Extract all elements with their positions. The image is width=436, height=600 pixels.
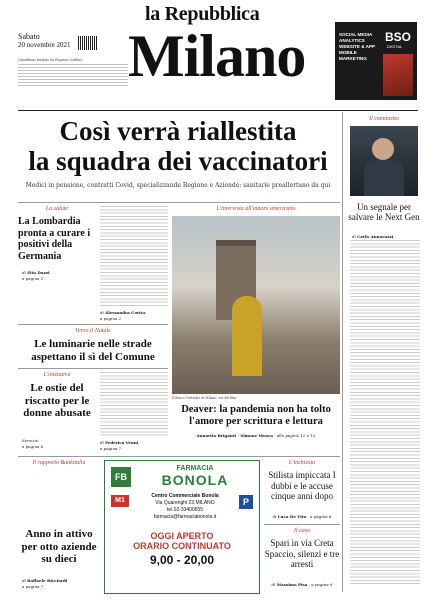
rapporto-page: a pagina 7 <box>22 584 44 589</box>
promo-sub: DIGITAL <box>387 44 403 49</box>
salute-label: La salute <box>45 206 69 212</box>
promo-image <box>383 54 413 96</box>
inchiesta-label: L'iniziativa <box>43 372 71 378</box>
rapporto-title[interactable]: Anno in attivo per otto aziende su dieci <box>21 528 97 565</box>
ad-mall: Centro Commerciale Bonola <box>151 493 219 499</box>
inchiesta-author: Servizio <box>22 438 39 443</box>
pharmacy-ad[interactable] <box>104 460 260 594</box>
natale-label: Verso il Natale <box>75 328 111 334</box>
person-icon <box>232 296 262 376</box>
lead-headline[interactable] <box>18 116 338 176</box>
person-silhouette-icon <box>372 138 394 160</box>
ad-name: BONOLA <box>161 472 229 488</box>
promo-text: SOCIAL MEDIA ANALYTICS WEBSITE & APP MOBILE MARKETING <box>339 32 375 61</box>
commento-label: Il commento <box>369 116 399 122</box>
ad-logo-icon: FB <box>111 467 131 487</box>
interview-photo <box>172 216 340 394</box>
inchiesta-title[interactable]: Le ostie del riscatto per le donne abusate <box>23 382 91 419</box>
article-body-2 <box>100 372 168 438</box>
date-full: 20 novembre 2021 <box>18 41 71 49</box>
lavoro-title[interactable]: Spari in via Creta Spaccio, silenzi e tre arresti <box>264 538 340 569</box>
commento-photo <box>350 126 418 196</box>
metro-badge: M1 <box>111 495 129 507</box>
lead-deck: Medici in pensione, contratti Covid, specializzande Regione e Aziende: sanitarie preallertano da qui <box>25 182 331 189</box>
body2-page: a pagina 7 <box>100 446 122 451</box>
ad-hours-block <box>111 531 253 567</box>
rapporto-author: di Raffaele Ricciardi <box>22 578 68 583</box>
lavoro-label: Il caso <box>293 528 311 534</box>
qr-code-icon <box>78 36 98 50</box>
interview-headline[interactable]: Deaver: la pandemia non ha tolto l'amore per scrittura e lettura <box>181 404 331 427</box>
article-body-1 <box>100 206 168 306</box>
date-block <box>18 32 71 49</box>
salute-author: di Zita Dazzi <box>22 270 50 275</box>
rapporto-label: Il rapporto Bankitalia <box>32 460 86 466</box>
lead-headline-line2: la squadra dei vaccinatori <box>28 146 328 176</box>
inchiesta-page: a pagina 6 <box>22 444 44 449</box>
ad-open-line1: OGGI APERTO <box>150 531 214 541</box>
salute-title[interactable]: La Lombardia pronta a curare i positivi della Germania <box>18 216 91 262</box>
commento-body <box>350 240 420 586</box>
ad-address: Via Quarenghi 23 MILANO <box>155 500 215 506</box>
personaggio-byline: di Luca De Vito · a pagina 8 <box>272 514 332 519</box>
promo-box[interactable] <box>335 22 417 100</box>
ad-hours: 9,00 - 20,00 <box>149 553 215 567</box>
ad-email: farmacia@farmaciabonola.it <box>153 514 217 520</box>
ad-header <box>135 465 255 488</box>
personaggio-title[interactable]: Stilista impiccata I dubbi e le accuse cinque anni dopo <box>268 470 336 501</box>
ad-brand: FARMACIA <box>176 465 214 472</box>
parking-icon: P <box>239 495 253 509</box>
promo-brand: BSO <box>385 30 412 44</box>
ad-contacts <box>133 493 237 521</box>
body1-author: di Alessandra Corica <box>100 310 146 315</box>
interview-label: L'intervista all'autore americano <box>216 206 296 212</box>
commento-author: di Carlo Annovazzi <box>352 234 394 239</box>
natale-title[interactable]: Le luminarie nelle strade aspettano il sì del Comune <box>31 338 155 363</box>
photo-caption: Il Bosco Verticale di Milano, set del film <box>172 396 237 400</box>
commento-title[interactable]: Un segnale per salvare le Next Gen <box>348 202 420 222</box>
city-title: Milano <box>128 23 306 89</box>
date-day: Sabato <box>18 32 40 41</box>
brand-name: la Repubblica <box>145 3 260 25</box>
personaggio-label: L'inchiesta <box>288 460 316 466</box>
edition-note: Quotidiano fondato da Eugenio Scalfari <box>18 58 82 62</box>
fine-print <box>18 64 128 86</box>
salute-page: a pagina 2 <box>22 276 44 281</box>
interview-byline: Annarita Briganti · Simone Mosca · alle pagine 12 e 13 <box>196 433 316 438</box>
body2-author: di Federica Venni <box>100 440 139 445</box>
lead-headline-line1: Così verrà riallestita <box>59 116 297 146</box>
masthead <box>0 0 436 108</box>
ad-open-line2: ORARIO CONTINUATO <box>133 541 231 551</box>
ad-phone: tel 02-33400655 <box>166 507 204 513</box>
body1-page: a pagina 2 <box>100 316 122 321</box>
lavoro-byline: di Massimo Pisa · a pagina 9 <box>271 582 333 587</box>
